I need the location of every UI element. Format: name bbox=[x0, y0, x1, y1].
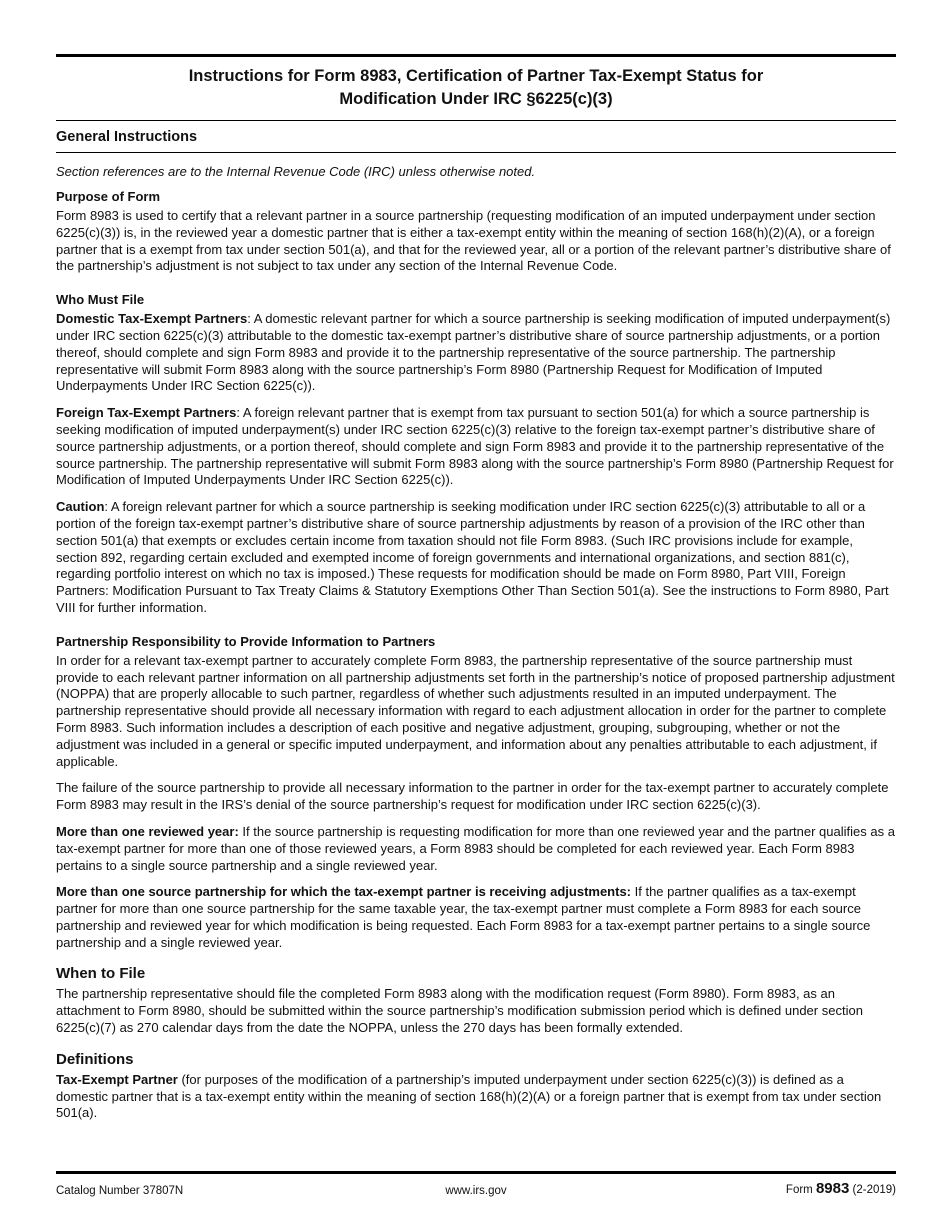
definition-lead: Tax-Exempt Partner bbox=[56, 1071, 178, 1087]
foreign-partners-lead: Foreign Tax-Exempt Partners bbox=[56, 405, 237, 421]
form-identifier bbox=[786, 1182, 896, 1197]
catalog-number: Catalog Number 37807N bbox=[56, 1185, 184, 1197]
domestic-partners-lead: Domestic Tax-Exempt Partners bbox=[56, 311, 248, 327]
general-instructions-heading: General Instructions bbox=[56, 129, 198, 145]
multi-source-lead: More than one source partnership for which the tax-exempt partner is receiving adjustments: bbox=[56, 884, 632, 900]
foreign-partners-paragraph bbox=[56, 405, 896, 489]
form-label: Form bbox=[785, 1184, 816, 1196]
responsibility-paragraph-1: In order for a relevant tax-exempt partner to accurately complete Form 8983, the partnership representative of the source partnership must provide to each relevant partner information on all partnership adjustments set forth in the partnership’s notice of proposed partnership adjustment (NOPPA) that are properly allocable to such partner, regardless of whether such adjustments resulted in an imputed underpayment. The partnership representative should provide all necessary information with regard to each adjustment allocation in order for the partner to complete Form 8983. Such information includes a description of each positive and negative adjustment, grouping, subgrouping, whether or not the adjustment was included in a general or specific imputed underpayment, and information about any penalties attributable to each adjustment, if applicable. bbox=[56, 652, 895, 769]
domestic-partners-paragraph bbox=[56, 311, 896, 395]
responsibility-heading: Partnership Responsibility to Provide Information to Partners bbox=[56, 633, 436, 649]
title-line-1: Instructions for Form 8983, Certification of Partner Tax-Exempt Status for bbox=[188, 67, 764, 85]
irs-website-link[interactable]: www.irs.gov bbox=[445, 1185, 507, 1197]
general-divider bbox=[56, 152, 896, 153]
instructions-page bbox=[56, 54, 896, 1132]
caution-text: : A foreign relevant partner for which a source partnership is seeking modification under IRC section 6225(c)(3) attributable to all or a portion of the foreign tax-exempt partner’s distributive share of source partnership adjustments by reason of a provision of the IRC other than section 501(a) that exempts or excludes certain income from taxation should not file Form 8983. (Such IRC provisions include for example, section 892, regarding certain excluded and exempted income of foreign governments and international organizations, and section 881(c), regarding portfolio interest on which no tax is imposed.) These requests for modification should be made on Form 8980, Part VIII, Foreign Partners: Modification Pursuant to Tax Treaty Claims & Statutory Exemptions Other Than Section 501(a). See the instructions to Form 8980, Part VIII for further information. bbox=[56, 499, 889, 615]
form-revision: (2-2019) bbox=[849, 1184, 896, 1196]
who-must-file-heading: Who Must File bbox=[56, 292, 145, 308]
multi-year-paragraph bbox=[56, 824, 896, 874]
definition-text: (for purposes of the modification of a partnership’s imputed underpayment under section 6225(c)(3)) is defined as a domestic partner that is a tax-exempt entity within the meaning of section 168(h)(2)(A) or a foreign partner that is exempt from tax under section 501(a). bbox=[56, 1071, 882, 1121]
foreign-partners-text: : A foreign relevant partner that is exempt from tax pursuant to section 501(a) for which a source partnership is seeking modification of imputed underpayment(s) under IRC section 6225(c)(3) relative to the foreign tax-exempt partner’s distributive share of source partnership adjustments, or a portion thereof, should complete and sign Form 8983 and provide it to the partnership representative of the source partnership. The partnership representative will submit Form 8983 along with the source partnership’s Form 8980 (Partnership Request for Modification of Imputed Underpayments Under IRC Section 6225(c)). bbox=[56, 405, 894, 488]
multi-source-text: If the partner qualifies as a tax-exempt partner for more than one source partnership for the same taxable year, the tax-exempt partner must complete a Form 8983 for each source partnership and reviewed year for which modification is being requested. Each Form 8983 for a tax-exempt partner pertains to a single source partnership and a single reviewed year. bbox=[56, 884, 871, 950]
form-number: 8983 bbox=[815, 1180, 850, 1197]
caution-paragraph bbox=[56, 499, 896, 617]
multi-source-paragraph bbox=[56, 884, 896, 951]
purpose-heading: Purpose of Form bbox=[56, 189, 161, 204]
page-title bbox=[56, 57, 896, 120]
definitions-heading: Definitions bbox=[56, 1050, 134, 1068]
title-line-2: Modification Under IRC §6225(c)(3) bbox=[339, 90, 613, 108]
multi-year-text: If the source partnership is requesting modification for more than one reviewed year and the partner qualifies as a tax-exempt partner for more than one of those reviewed years, a Form 8983 should be completed for each reviewed year. Each Form 8983 pertains to a single source partnership and a single reviewed year. bbox=[56, 823, 895, 873]
responsibility-paragraph-2: The failure of the source partnership to provide all necessary information to the partner in order for the tax-exempt partner to accurately complete Form 8983 may result in the IRS’s denial of the source partnership’s request for modification under IRC section 6225(c)(3). bbox=[56, 780, 889, 813]
caution-lead: Caution bbox=[56, 499, 105, 515]
purpose-text: Form 8983 is used to certify that a relevant partner in a source partnership (requesting modification of an imputed underpayment under section 6225(c)(3)) is, in the reviewed year a domestic partner that is either a tax-exempt entity within the meaning of section 168(h)(2)(A), or a foreign partner that is a exempt from tax under section 501(a), and that for the reviewed year, all or a portion of the relevant partner’s distributive share of the partnership’s adjustment is not subject to tax under any section of the Internal Revenue Code. bbox=[56, 208, 891, 274]
multi-year-lead: More than one reviewed year: bbox=[56, 823, 239, 839]
page-footer bbox=[56, 1171, 896, 1206]
domestic-partners-text: : A domestic relevant partner for which a source partnership is seeking modification of imputed underpayment(s) under IRC section 6225(c)(3) attributable to the domestic tax-exempt partner’s distributive share of source partnership adjustments, or a portion thereof, should complete and sign Form 8983 and provide it to the partnership representative of the source partnership. The partnership representative will submit Form 8983 along with the source partnership’s Form 8980 (Partnership Request for Modification of Imputed Underpayments Under IRC Section 6225(c)). bbox=[56, 311, 891, 394]
when-to-file-text: The partnership representative should file the completed Form 8983 along with the modification request (Form 8980). Form 8983, as an attachment to Form 8980, should be submitted within the source partnership’s modification submission period which is defined under section 6225(c)(7) as 270 calendar days from the date the NOPPA, unless the 270 days has been formally extended. bbox=[56, 986, 863, 1036]
definition-paragraph bbox=[56, 1072, 896, 1122]
section-references-note: Section references are to the Internal Revenue Code (IRC) unless otherwise noted. bbox=[56, 164, 536, 179]
when-to-file-heading: When to File bbox=[56, 965, 146, 983]
